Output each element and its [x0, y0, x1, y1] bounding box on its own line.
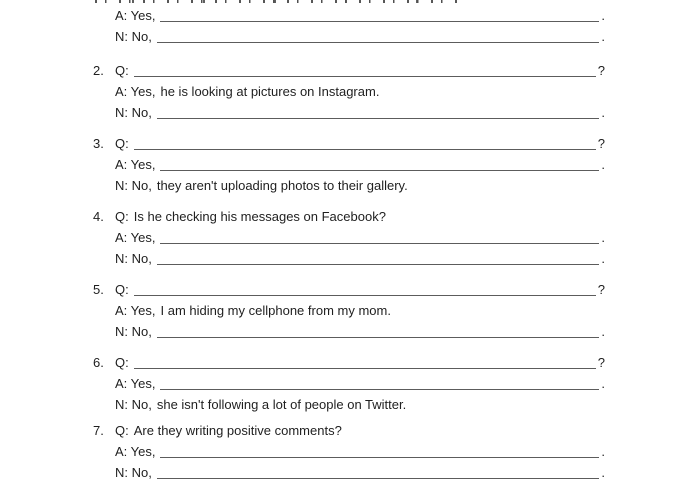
end-punctuation: ?: [597, 63, 605, 78]
item-number: 2.: [93, 63, 104, 78]
exercise-item-1: [115, 0, 605, 49]
exercise-item-6: [93, 354, 605, 417]
item-number: 5.: [93, 282, 104, 297]
answer-yes-label: A: Yes,: [115, 157, 156, 172]
exercise-item-7: [93, 422, 605, 480]
item-number: 6.: [93, 355, 104, 370]
answer-text: they aren't uploading photos to their gallery.: [156, 178, 408, 193]
end-punctuation: .: [601, 251, 605, 266]
answer-no-label: N: No,: [115, 178, 152, 193]
answer-yes-label: A: Yes,: [115, 84, 156, 99]
question-text: Are they writing positive comments?: [133, 423, 342, 438]
answer-yes-label: A: Yes,: [115, 303, 156, 318]
answer-yes-row: [115, 302, 605, 323]
exercise-item-4: [93, 208, 605, 271]
end-punctuation: .: [601, 157, 605, 172]
answer-text: I am hiding my cellphone from my mom.: [160, 303, 391, 318]
end-punctuation: .: [601, 324, 605, 339]
exercise-item-3: [93, 135, 605, 198]
question-text: Is he checking his messages on Facebook?: [133, 209, 386, 224]
clipped-question-row: [115, 0, 605, 7]
exercise-item-2: [93, 62, 605, 125]
answer-text: he is looking at pictures on Instagram.: [160, 84, 380, 99]
answer-blank-line: [160, 375, 599, 390]
answer-yes-label: A: Yes,: [115, 444, 156, 459]
answer-no-row: [115, 396, 605, 417]
answer-no-label: N: No,: [115, 29, 152, 44]
answer-yes-row: [115, 375, 605, 396]
item-number: 7.: [93, 423, 104, 438]
answer-yes-row: [115, 83, 605, 104]
answer-blank-line: [160, 229, 599, 244]
answer-blank-line: [157, 323, 600, 338]
answer-no-label: N: No,: [115, 105, 152, 120]
answer-no-row: [115, 28, 605, 49]
item-number: 4.: [93, 209, 104, 224]
answer-yes-row: [115, 7, 605, 28]
question-label: Q:: [115, 209, 129, 224]
answer-yes-row: [115, 156, 605, 177]
answer-no-label: N: No,: [115, 251, 152, 266]
question-blank-line: [134, 135, 596, 150]
answer-no-row: [115, 464, 605, 480]
answer-yes-row: [115, 443, 605, 464]
question-blank-line: [134, 62, 596, 77]
end-punctuation: .: [601, 8, 605, 23]
answer-no-row: [115, 250, 605, 271]
answer-blank-line: [157, 28, 600, 43]
question-row: [93, 208, 605, 229]
end-punctuation: .: [601, 29, 605, 44]
end-punctuation: .: [601, 105, 605, 120]
answer-no-label: N: No,: [115, 465, 152, 480]
question-row: [93, 281, 605, 302]
answer-no-label: N: No,: [115, 324, 152, 339]
question-label: Q:: [115, 423, 129, 438]
answer-blank-line: [157, 104, 600, 119]
answer-yes-row: [115, 229, 605, 250]
end-punctuation: ?: [597, 355, 605, 370]
question-blank-line: [134, 281, 596, 296]
question-row: [93, 62, 605, 83]
question-blank-line: [134, 354, 596, 369]
clipped-text-sliver: [95, 0, 460, 3]
end-punctuation: .: [601, 230, 605, 245]
exercise-item-5: [93, 281, 605, 344]
end-punctuation: .: [601, 376, 605, 391]
answer-yes-label: A: Yes,: [115, 376, 156, 391]
end-punctuation: ?: [597, 136, 605, 151]
answer-blank-line: [160, 156, 599, 171]
end-punctuation: ?: [597, 282, 605, 297]
answer-blank-line: [157, 464, 600, 479]
item-number: 3.: [93, 136, 104, 151]
answer-blank-line: [157, 250, 600, 265]
question-label: Q:: [115, 136, 129, 151]
question-label: Q:: [115, 282, 129, 297]
answer-yes-label: A: Yes,: [115, 230, 156, 245]
question-row: [93, 422, 605, 443]
end-punctuation: .: [601, 444, 605, 459]
answer-no-label: N: No,: [115, 397, 152, 412]
question-row: [93, 354, 605, 375]
question-label: Q:: [115, 355, 129, 370]
answer-no-row: [115, 104, 605, 125]
question-label: Q:: [115, 63, 129, 78]
answer-text: she isn't following a lot of people on Twitter.: [156, 397, 407, 412]
answer-blank-line: [160, 7, 599, 22]
answer-yes-label: A: Yes,: [115, 8, 156, 23]
end-punctuation: .: [601, 465, 605, 480]
answer-no-row: [115, 177, 605, 198]
answer-blank-line: [160, 443, 599, 458]
question-row: [93, 135, 605, 156]
answer-no-row: [115, 323, 605, 344]
